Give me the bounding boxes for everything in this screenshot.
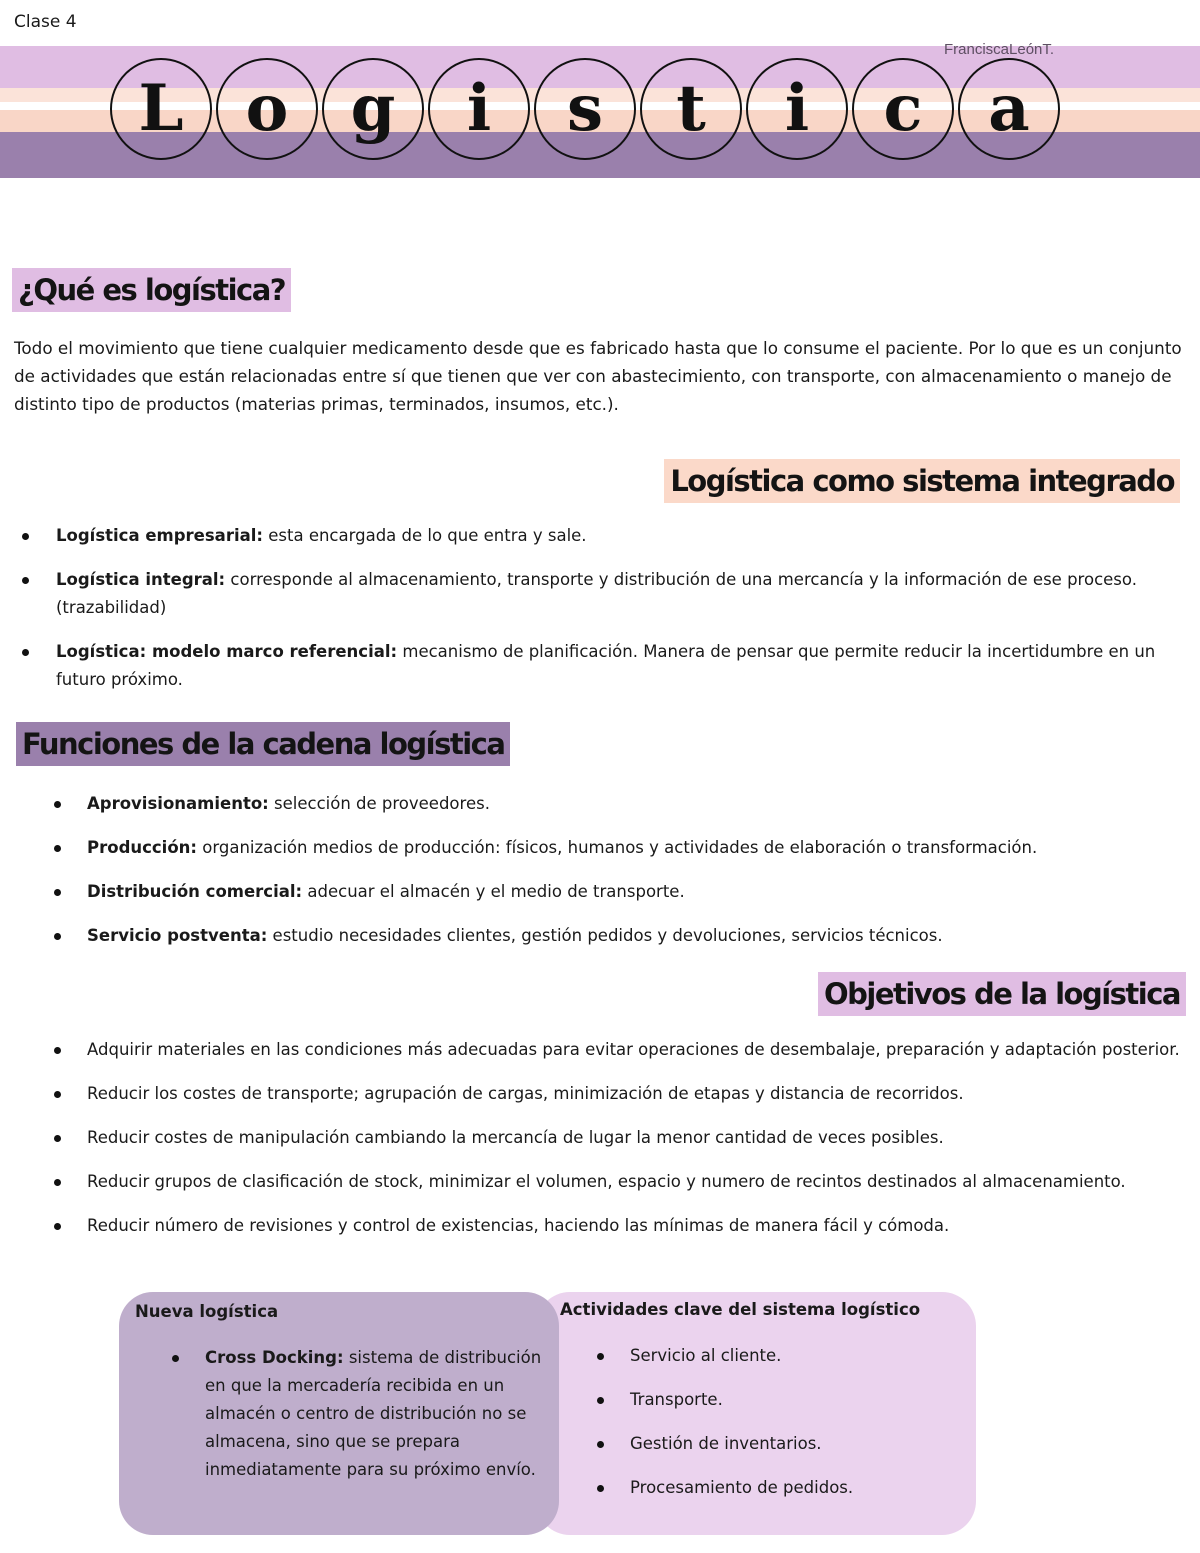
list-item: Reducir costes de manipulación cambiando la mercancía de lugar la menor cantidad de veces posibles. (87, 1124, 1187, 1152)
title-letter: g (322, 58, 424, 160)
nueva-logistica-box (119, 1292, 559, 1535)
objetivos-list (87, 1036, 1187, 1256)
title-letter: s (534, 58, 636, 160)
list-item: Logística integral: corresponde al almacenamiento, transporte y distribución de una mercancía y la información de ese proceso. (trazabilidad) (56, 566, 1191, 622)
list-item: Logística: modelo marco referencial: mecanismo de planificación. Manera de pensar que permite reducir la incertidumbre en un futuro próximo. (56, 638, 1191, 694)
list-item: Gestión de inventarios. (630, 1430, 950, 1458)
funciones-list (87, 790, 1187, 966)
list-item: Producción: organización medios de producción: físicos, humanos y actividades de elaboración o transformación. (87, 834, 1187, 862)
list-item: Reducir grupos de clasificación de stock, minimizar el volumen, espacio y numero de recintos destinados al almacenamiento. (87, 1168, 1187, 1196)
title-letter: i (746, 58, 848, 160)
title-letter: i (428, 58, 530, 160)
list-item: Reducir número de revisiones y control de existencias, haciendo las mínimas de manera fácil y cómoda. (87, 1212, 1187, 1240)
title-letter: c (852, 58, 954, 160)
definition-paragraph: Todo el movimiento que tiene cualquier medicamento desde que es fabricado hasta que lo consume el paciente. Por lo que es un conjunto de actividades que están relacionadas entre sí que tienen que ver con abastecimiento, con transporte, con almacenamiento o manejo de distinto tipo de productos (materias primas, terminados, insumos, etc.). (14, 338, 1182, 414)
list-item: Adquirir materiales en las condiciones más adecuadas para evitar operaciones de desembalaje, preparación y adaptación posterior. (87, 1036, 1187, 1064)
heading-objetivos: Objetivos de la logística (818, 972, 1186, 1016)
list-item: Servicio postventa: estudio necesidades clientes, gestión pedidos y devoluciones, servicios técnicos. (87, 922, 1187, 950)
title-banner (0, 41, 1200, 178)
nueva-logistica-title: Nueva logística (135, 1302, 279, 1321)
actividades-clave-box (536, 1292, 976, 1535)
actividades-clave-list (630, 1342, 950, 1518)
title-letter: o (216, 58, 318, 160)
sistema-integrado-list (56, 522, 1191, 710)
title-letter: a (958, 58, 1060, 160)
list-item: Distribución comercial: adecuar el almacén y el medio de transporte. (87, 878, 1187, 906)
list-item: Reducir los costes de transporte; agrupación de cargas, minimización de etapas y distancia de recorridos. (87, 1080, 1187, 1108)
title-letters (110, 58, 1064, 160)
list-item: Servicio al cliente. (630, 1342, 950, 1370)
title-letter: L (110, 58, 212, 160)
list-item: Aprovisionamiento: selección de proveedores. (87, 790, 1187, 818)
author-name: FranciscaLeónT. (944, 41, 1055, 58)
heading-funciones: Funciones de la cadena logística (16, 722, 510, 766)
heading-sistema-integrado: Logística como sistema integrado (664, 459, 1180, 503)
nueva-logistica-list (205, 1344, 545, 1500)
list-item: Procesamiento de pedidos. (630, 1474, 950, 1502)
actividades-clave-title: Actividades clave del sistema logístico (560, 1300, 921, 1319)
list-item: Logística empresarial: esta encargada de lo que entra y sale. (56, 522, 1191, 550)
list-item: Transporte. (630, 1386, 950, 1414)
title-letter: t (640, 58, 742, 160)
heading-que-es-logistica: ¿Qué es logística? (12, 268, 291, 312)
class-label: Clase 4 (14, 12, 77, 32)
list-item: Cross Docking: sistema de distribución en que la mercadería recibida en un almacén o centro de distribución no se almacena, sino que se prepara inmediatamente para su próximo envío. (205, 1344, 545, 1484)
